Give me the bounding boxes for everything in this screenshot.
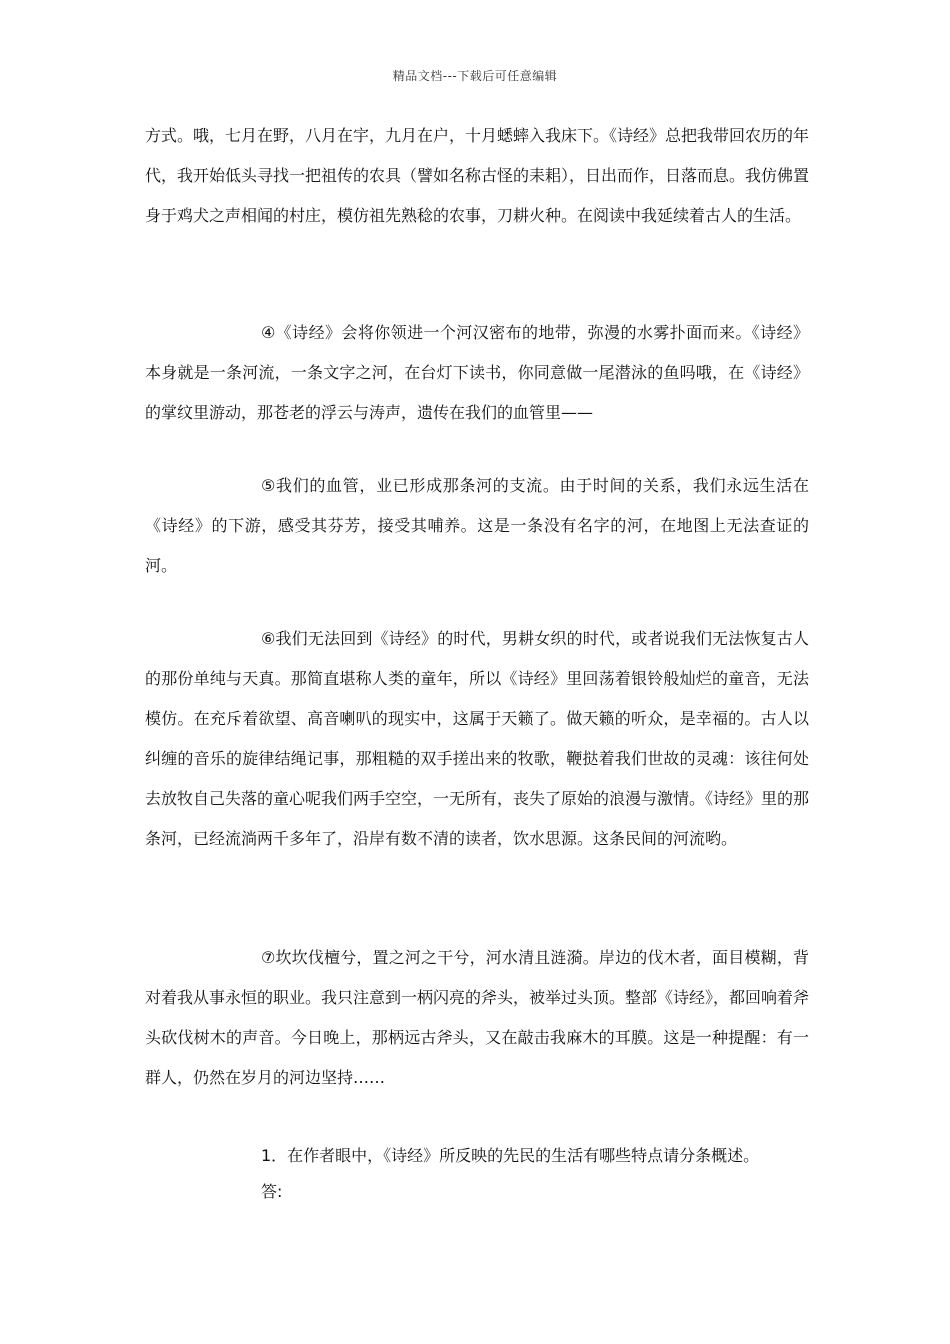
paragraph-continuation: 方式。哦，七月在野，八月在宇，九月在户，十月蟋蟀入我床下。《诗经》总把我带回农历的年代，我开始低头寻找一把祖传的农具（譬如名称古怪的耒耜），日出而作，日落而息。我仿佛置身于鸡犬之声相闻的村庄，模仿祖先熟稔的农事，刀耕火种。在阅读中我延续着古人的生活。 bbox=[145, 126, 810, 225]
paragraph-6: ⑥我们无法回到《诗经》的时代，男耕女织的时代，或者说我们无法恢复古人的那份单纯与天真。那简直堪称人类的童年，所以《诗经》里回荡着银铃般灿烂的童音，无法模仿。在充斥着欲望、高音喇叭的现实中，这属于天籁了。做天籁的听众，是幸福的。古人以纠缠的音乐的旋律结绳记事，那粗糙的双手搓出来的牧歌，鞭挞着我们世故的灵魂：该往何处去放牧自己失落的童心呢我们两手空空，一无所有，丧失了原始的浪漫与激情。《诗经》里的那条河，已经流淌两千多年了，沿岸有数不清的读者，饮水思源。这条民间的河流哟。 bbox=[145, 629, 810, 848]
paragraph-7: ⑦坎坎伐檀兮，置之河之干兮，河水清且涟漪。岸边的伐木者，面目模糊，背对着我从事永恒的职业。我只注意到一柄闪亮的斧头，被举过头顶。整部《诗经》，都回响着斧头砍伐树木的声音。今日晚上，那柄远古斧头，又在敲击我麻木的耳膜。这是一种提醒：有一群人，仍然在岁月的河边坚持…… bbox=[145, 948, 810, 1087]
answer-label: 答: bbox=[261, 1182, 283, 1201]
page-header: 精品文档---下载后可任意编辑 bbox=[392, 69, 558, 83]
paragraph-4: ④《诗经》会将你领进一个河汉密布的地带，弥漫的水雾扑面而来。《诗经》本身就是一条河流，一条文字之河，在台灯下读书，你同意做一尾潜泳的鱼吗哦，在《诗经》的掌纹里游动，那苍老的浮云与涛声，遗传在我们的血管里—— bbox=[145, 323, 809, 422]
paragraph-5: ⑤我们的血管，业已形成那条河的支流。由于时间的关系，我们永远生活在《诗经》的下游，感受其芬芳，接受其哺养。这是一条没有名字的河，在地图上无法查证的河。 bbox=[145, 476, 809, 575]
question-1: 1．在作者眼中，《诗经》所反映的先民的生活有哪些特点请分条概述。 bbox=[261, 1146, 760, 1165]
